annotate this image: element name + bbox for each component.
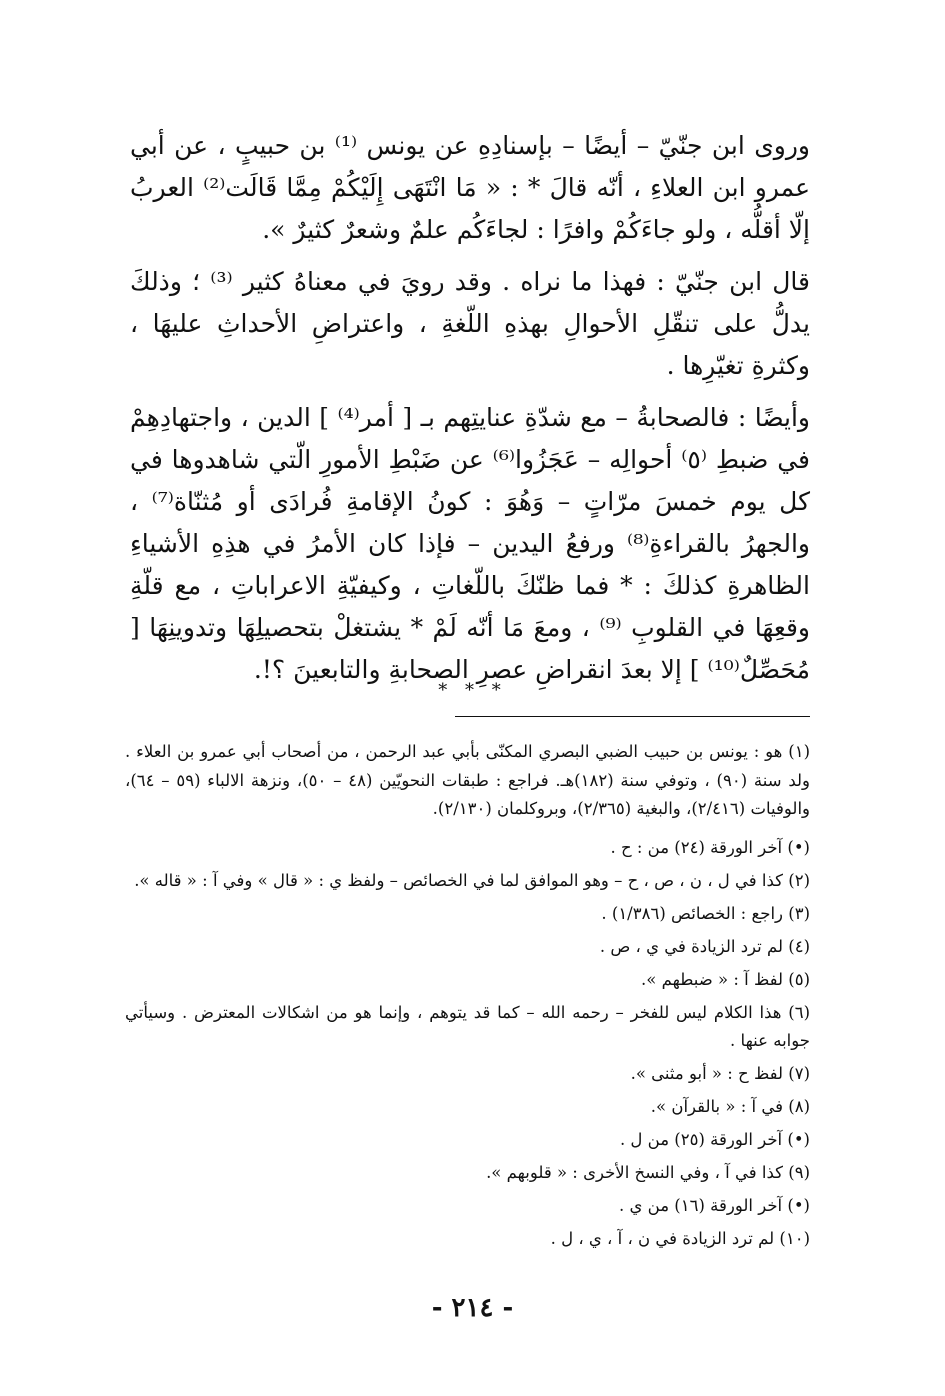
footnote-6: (٦) هذا الكلام ليس للفخر – رحمه الله – كما قد يتوهم ، وإنما هو من اشكالات المعترض . وسيأتي جوابه عنها . xyxy=(125,1002,810,1050)
footnote-2: (٢) كذا في ل ، ن ، ص ، ح – وهو الموافق لما في الخصائص – ولفظ ي : « قال » وفي آ : « قاله ». xyxy=(134,870,810,890)
footnote-4: (٤) لم ترد الزيادة في ي ، ص . xyxy=(599,936,810,956)
paragraph-3: وأيضًا : فالصحابةُ – مع شدّةِ عنايتِهم بـ [ أمر⁽⁴⁾ ] الدين ، واجتهادِهِمْ في ضبطِ ⁽٥⁾ أحوالِه – عَجَزُوا⁽⁶⁾ عن ضَبْطِ الأمورِ الّتي شاهدوها في كل يوم خمسَ مرّاتٍ – وَهُوَ : كونُ الإقامةِ فُرادَى أو مُثنّاة⁽⁷⁾ ، والجهرُ بالقراءةِ⁽⁸⁾ ورفعُ اليدين – فإذا كان الأمرُ في هذِهِ الأشياءِ الظاهرةِ كذلكَ : * فما ظنّكَ باللّغاتِ ، وكيفيّةِ الاعراباتِ ، مع قلّةِ وقعِهَا في القلوبِ ⁽⁹⁾ ، ومعَ مَا أنّه لَمْ * يشتغلْ بتحصيلِهَا وتدوينِهَا [ مُحَصِّلٌ⁽¹⁰⁾ ] إلا بعدَ انقراضِ عصرِ الصحابةِ والتابعينَ ؟!. xyxy=(130,403,811,684)
footnotes xyxy=(125,738,810,1258)
section-separator: * * * xyxy=(438,680,507,701)
footnote-folio-24: (•) آخر الورقة (٢٤) من : ح . xyxy=(610,837,810,857)
footnote-3: (٣) راجع : الخصائص (١/٣٨٦) . xyxy=(601,903,810,923)
footnote-5: (٥) لفظ آ : « ضبطهم ». xyxy=(641,969,810,989)
paragraph-1: وروى ابن جنّيّ – أيضًا – بإسنادِهِ عن يونس ⁽¹⁾ بن حبيبٍ ، عن أبي عمرو ابن العلاءِ ، أنّه قالَ * : « مَا انْتَهَى إِلَيْكُمْ مِمَّا قَالَت⁽²⁾ العربُ إلّا أقلُّه ، ولو جاءَكُمْ وافرًا : لجاءَكُم علمٌ وشعرٌ كثيرٌ ». xyxy=(130,131,810,244)
footnote-9: (٩) كذا في آ ، وفي النسخ الأخرى : « قلوبهم ». xyxy=(486,1162,810,1182)
footnote-7: (٧) لفظ ح : « أبو مثنى ». xyxy=(630,1063,810,1083)
footnote-folio-16: (•) آخر الورقة (١٦) من ي . xyxy=(619,1195,810,1215)
paragraph-2: قال ابن جنّيّ : فهذا ما نراه . وقد رويَ في معناهُ كثير ⁽³⁾ ؛ وذلكَ يدلُّ على تنقّلِ الأحوالِ بهذهِ اللّغةِ ، واعتراضِ الأحداثِ عليهَا ، وكثرةِ تغيّرِها . xyxy=(130,267,811,380)
footnote-10: (١٠) لم ترد الزيادة في ن ، آ ، ي ، ل . xyxy=(550,1228,810,1248)
footnote-1: (١) هو : يونس بن حبيب الضبي البصري المكنّى بأبي عبد الرحمن ، من أصحاب أبي عمرو بن العلاء . ولد سنة (٩٠) ، وتوفي سنة (١٨٢)هـ. فراجع : طبقات النحويّين (٤٨ – ٥٠)، ونزهة الالباء (٥٩ – ٦٤)، والوفيات (٢/٤١٦)، والبغية (٢/٣٦٥)، وبروكلمان (٢/١٣٠). xyxy=(125,742,811,818)
footnote-8: (٨) في آ : « بالقرآن ». xyxy=(650,1096,810,1116)
footnote-folio-25: (•) آخر الورقة (٢٥) من ل . xyxy=(619,1129,810,1149)
footnote-divider xyxy=(455,716,810,717)
page-number: - ٢١٤ - xyxy=(431,1293,514,1323)
main-text xyxy=(130,125,810,701)
